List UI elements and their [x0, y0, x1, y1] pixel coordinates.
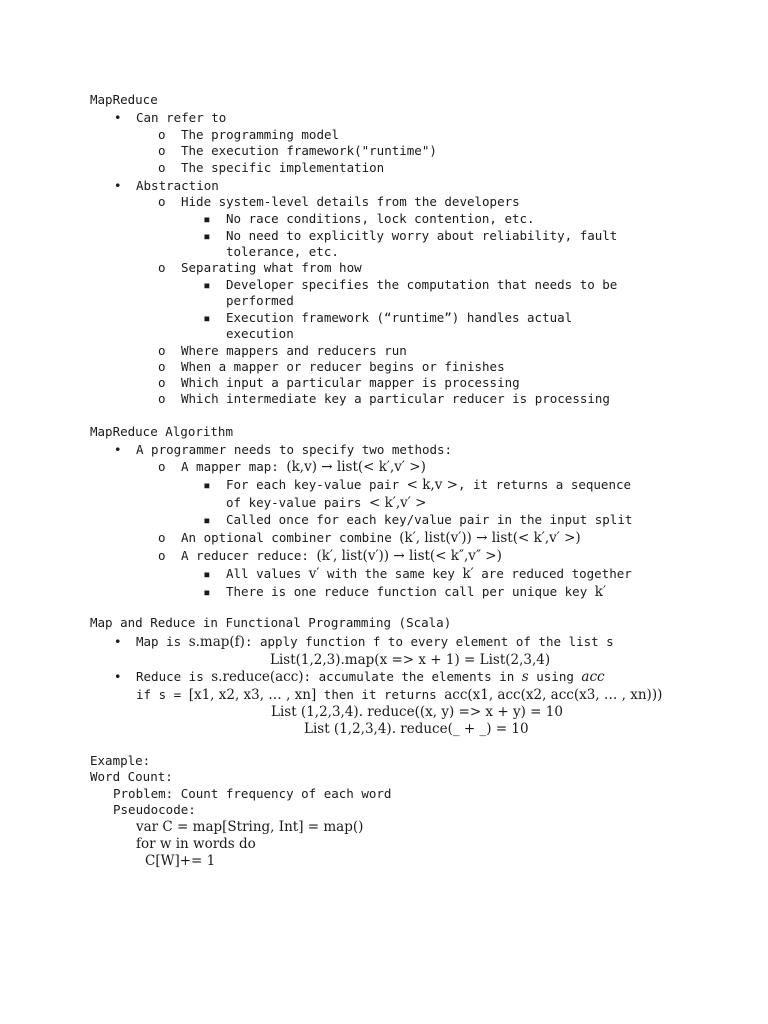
- bullet-disc: •: [114, 178, 122, 193]
- bullet-square: ▪: [203, 277, 211, 292]
- list-item-continuation: of key-value pairs < k′,v′ >: [226, 495, 427, 511]
- list-item: A mapper map: (k,v) → list(< k′,v′ >): [181, 459, 426, 475]
- section-heading-mapreduce: MapReduce: [90, 92, 158, 107]
- bullet-circle: o: [158, 530, 166, 545]
- list-item: No race conditions, lock contention, etc.: [226, 211, 535, 226]
- bullet-circle: o: [158, 143, 166, 158]
- bullet-circle: o: [158, 260, 166, 275]
- bullet-circle: o: [158, 160, 166, 175]
- list-item: Reduce is s.reduce(acc): accumulate the elements in s using acc: [136, 669, 605, 685]
- list-item: Abstraction: [136, 178, 219, 193]
- bullet-circle: o: [158, 391, 166, 406]
- bullet-circle: o: [158, 359, 166, 374]
- bullet-square: ▪: [203, 228, 211, 243]
- list-item: No need to explicitly worry about reliability, fault: [226, 228, 618, 243]
- list-item: Where mappers and reducers run: [181, 343, 407, 358]
- list-item: Which intermediate key a particular reducer is processing: [181, 391, 610, 406]
- bullet-square: ▪: [203, 566, 211, 581]
- example-heading: Example:: [90, 753, 151, 768]
- list-item: A programmer needs to specify two methods:: [136, 442, 453, 457]
- list-item: Map is s.map(f): apply function f to every element of the list s: [136, 634, 614, 650]
- list-item: All values v′ with the same key k′ are reduced together: [226, 566, 632, 582]
- math-expression: List (1,2,3,4). reduce((x, y) => x + y) = 10: [271, 704, 563, 720]
- section-heading-functional: Map and Reduce in Functional Programming (Scala): [90, 615, 452, 630]
- list-item-continuation: performed: [226, 293, 294, 308]
- wordcount-heading: Word Count:: [90, 769, 173, 784]
- list-item: An optional combiner combine (k′, list(v′)) → list(< k′,v′ >): [181, 530, 581, 546]
- list-item: The execution framework("runtime"): [181, 143, 437, 158]
- problem-text: Problem: Count frequency of each word: [113, 786, 392, 801]
- list-item: For each key-value pair < k,v >, it returns a sequence: [226, 477, 632, 493]
- bullet-circle: o: [158, 127, 166, 142]
- math-expression: List(1,2,3).map(x => x + 1) = List(2,3,4): [270, 652, 551, 668]
- bullet-disc: •: [114, 669, 122, 684]
- section-heading-algorithm: MapReduce Algorithm: [90, 424, 233, 439]
- pseudocode-label: Pseudocode:: [113, 802, 196, 817]
- bullet-circle: o: [158, 375, 166, 390]
- pseudocode-line: for w in words do: [136, 836, 256, 852]
- bullet-square: ▪: [203, 310, 211, 325]
- pseudocode-line: var C = map[String, Int] = map(): [136, 819, 364, 835]
- list-item: Developer specifies the computation that needs to be: [226, 277, 618, 292]
- bullet-disc: •: [114, 634, 122, 649]
- bullet-square: ▪: [203, 211, 211, 226]
- list-item-continuation: if s = [x1, x2, x3, … , xn] then it returns acc(x1, acc(x2, acc(x3, … , xn))): [136, 687, 663, 703]
- bullet-circle: o: [158, 194, 166, 209]
- bullet-square: ▪: [203, 512, 211, 527]
- list-item: A reducer reduce: (k′, list(v′)) → list(< k″,v″ >): [181, 548, 502, 564]
- list-item: The specific implementation: [181, 160, 385, 175]
- list-item: Which input a particular mapper is processing: [181, 375, 520, 390]
- bullet-square: ▪: [203, 477, 211, 492]
- list-item: There is one reduce function call per unique key k′: [226, 584, 607, 600]
- list-item: The programming model: [181, 127, 340, 142]
- list-item-continuation: tolerance, etc.: [226, 244, 339, 259]
- bullet-disc: •: [114, 442, 122, 457]
- math-expression: List (1,2,3,4). reduce(_ + _) = 10: [304, 721, 529, 737]
- list-item: Can refer to: [136, 110, 227, 125]
- bullet-circle: o: [158, 459, 166, 474]
- bullet-disc: •: [114, 110, 122, 125]
- list-item: Called once for each key/value pair in the input split: [226, 512, 633, 527]
- list-item: Hide system-level details from the developers: [181, 194, 520, 209]
- list-item: When a mapper or reducer begins or finishes: [181, 359, 505, 374]
- list-item: Separating what from how: [181, 260, 362, 275]
- bullet-circle: o: [158, 343, 166, 358]
- bullet-circle: o: [158, 548, 166, 563]
- list-item: Execution framework (“runtime”) handles actual: [226, 310, 573, 325]
- list-item-continuation: execution: [226, 326, 294, 341]
- bullet-square: ▪: [203, 584, 211, 599]
- pseudocode-line: C[W]+= 1: [145, 853, 216, 869]
